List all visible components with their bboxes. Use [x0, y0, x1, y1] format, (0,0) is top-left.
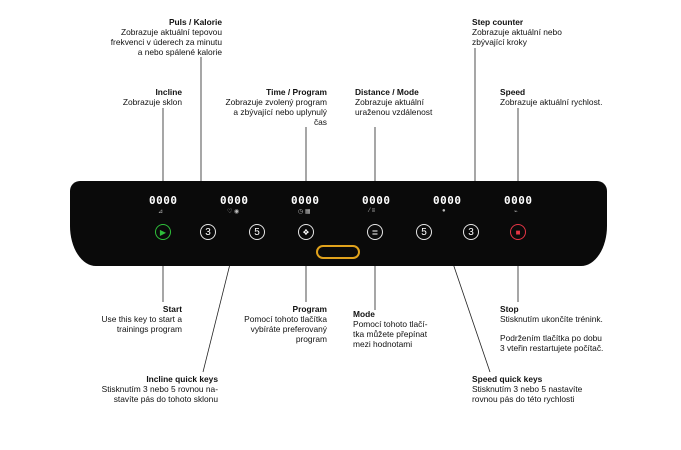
steps-icon: ●	[442, 208, 446, 214]
label-incline-desc: Zobrazuje sklon	[122, 97, 182, 107]
label-program	[205, 304, 327, 344]
label-incline-keys-desc: Stisknutím 3 nebo 5 rovnou na- stavíte pás do tohoto sklonu	[101, 384, 218, 404]
speed-3-button[interactable]: 3	[463, 224, 479, 240]
label-puls	[92, 17, 222, 57]
label-speed-title: Speed	[500, 87, 526, 97]
display-incline: 0000	[149, 194, 178, 207]
display-speed: 0000	[504, 194, 533, 207]
label-speed-keys-desc: Stisknutím 3 nebo 5 nastavíte rovnou pás do této rychlosti	[472, 384, 583, 404]
label-mode-title: Mode	[353, 309, 375, 319]
speed-5-button[interactable]: 5	[416, 224, 432, 240]
display-puls: 0000	[220, 194, 249, 207]
clock-program-icon: ◷ ▦	[298, 209, 311, 215]
label-step-title: Step counter	[472, 17, 524, 27]
label-distance-title: Distance / Mode	[355, 87, 419, 97]
label-stop-desc2: Podržením tlačítka po dobu 3 vteřin restartujete počítač.	[500, 333, 604, 353]
mode-icon: ≣	[371, 228, 379, 237]
display-distance: 0000	[362, 194, 391, 207]
display-steps: 0000	[433, 194, 462, 207]
label-speed-keys-title: Speed quick keys	[472, 374, 543, 384]
display-time: 0000	[291, 194, 320, 207]
label-time-desc: Zobrazuje zvolený program a zbývající nebo uplynulý čas	[225, 97, 327, 127]
speed-icon: ⌁	[514, 209, 518, 215]
label-stop	[500, 304, 660, 353]
incline-icon: ⊿	[158, 209, 164, 215]
play-icon: ▶	[159, 228, 167, 237]
label-distance-desc: Zobrazuje aktuální uraženou vzdálenost	[355, 97, 433, 117]
label-puls-desc: Zobrazuje aktuální tepovou frekvenci v úderech za minutu a nebo spálené kalorie	[110, 27, 222, 57]
label-step	[472, 17, 622, 47]
label-speed-desc: Zobrazuje aktuální rychlost.	[500, 97, 603, 107]
label-mode	[353, 309, 463, 349]
treadmill-console	[70, 181, 607, 266]
label-stop-title: Stop	[500, 304, 519, 314]
program-button[interactable]	[298, 224, 314, 240]
label-start-desc: Use this key to start a trainings program	[101, 314, 182, 334]
label-start-title: Start	[162, 304, 182, 314]
label-puls-title: Puls / Kalorie	[168, 17, 222, 27]
heart-kcal-icon: ♡ ◉	[227, 209, 240, 215]
mode-button[interactable]	[367, 224, 383, 240]
stop-icon: ■	[515, 228, 521, 237]
label-step-desc: Zobrazuje aktuální nebo zbývající kroky	[472, 27, 562, 47]
safety-key-slot	[316, 245, 360, 259]
stop-button[interactable]	[510, 224, 526, 240]
label-start	[70, 304, 182, 334]
label-incline-title: Incline	[155, 87, 182, 97]
label-time-title: Time / Program	[266, 87, 327, 97]
incline-3-button[interactable]: 3	[200, 224, 216, 240]
start-button[interactable]	[155, 224, 171, 240]
label-distance	[355, 87, 475, 117]
distance-mode-icon: ⁄ ≡	[369, 208, 376, 214]
label-stop-desc: Stisknutím ukončíte trénink.	[500, 314, 603, 324]
label-program-title: Program	[292, 304, 327, 314]
label-speed-keys	[472, 374, 632, 404]
label-incline	[90, 87, 182, 107]
label-incline-keys	[70, 374, 218, 404]
label-program-desc: Pomocí tohoto tlačítka vybíráte preferovaný program	[244, 314, 327, 344]
program-icon: ❖	[302, 228, 310, 237]
label-time	[202, 87, 327, 127]
label-speed	[500, 87, 650, 107]
incline-5-button[interactable]: 5	[249, 224, 265, 240]
label-incline-keys-title: Incline quick keys	[146, 374, 218, 384]
label-mode-desc: Pomocí tohoto tlačí- tka můžete přepínat mezi hodnotami	[353, 319, 428, 349]
